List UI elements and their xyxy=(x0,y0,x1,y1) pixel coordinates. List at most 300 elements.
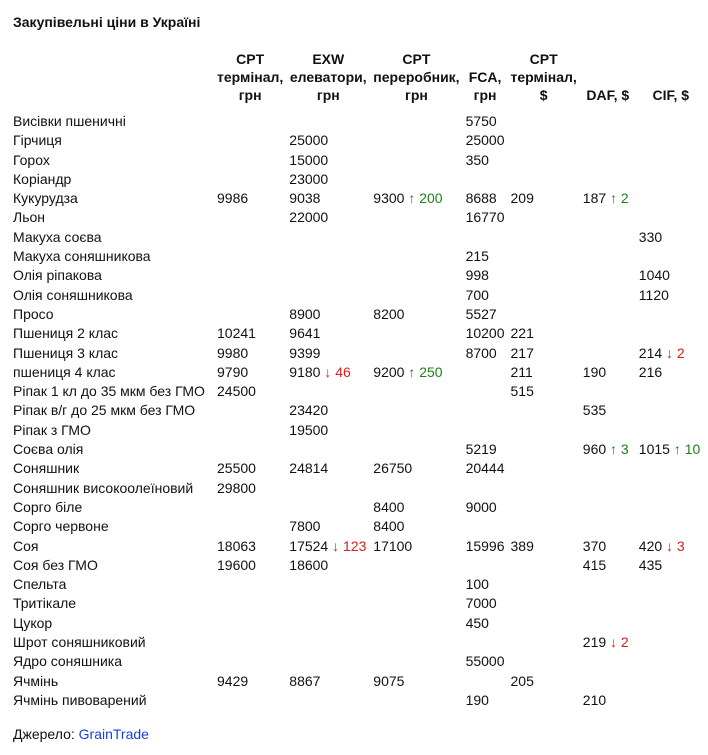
price-value: 219 xyxy=(582,634,611,651)
table-row xyxy=(10,672,706,691)
price-cell xyxy=(508,652,580,671)
price-cell xyxy=(580,170,636,189)
table-row xyxy=(10,479,706,498)
price-cell xyxy=(580,286,636,305)
price-cell xyxy=(580,324,636,343)
price-cell: 15996 xyxy=(465,537,505,554)
price-cell: 1120 xyxy=(638,286,669,303)
price-cell: 10241 xyxy=(217,325,256,342)
price-cell xyxy=(580,440,636,459)
table-row xyxy=(10,189,706,208)
page-title: Закупівельні ціни в Україні xyxy=(13,14,201,30)
price-cell xyxy=(508,112,580,131)
price-cell xyxy=(636,594,706,613)
price-cell xyxy=(580,228,636,247)
table-row xyxy=(10,691,706,710)
price-cell xyxy=(636,305,706,324)
commodity-name: Ячмінь xyxy=(13,672,59,689)
price-cell xyxy=(463,382,508,401)
price-cell xyxy=(286,382,370,401)
price-cell xyxy=(214,498,286,517)
price-cell: 5527 xyxy=(465,305,497,322)
price-cell: 8867 xyxy=(289,672,321,689)
price-cell: 23000 xyxy=(289,170,329,187)
price-cell xyxy=(463,401,508,420)
price-cell xyxy=(580,112,636,131)
commodity-name: Олія ріпакова xyxy=(13,267,102,284)
commodity-name: Кукурудза xyxy=(13,190,78,207)
commodity-name: Цукор xyxy=(13,614,53,631)
price-cell: 18063 xyxy=(217,537,256,554)
commodity-name: Горох xyxy=(13,151,50,168)
price-cell xyxy=(636,440,706,459)
commodity-name: Спельта xyxy=(13,576,67,593)
price-cell xyxy=(463,672,508,691)
price-cell xyxy=(508,633,580,652)
price-cell xyxy=(508,131,580,150)
price-cell: 535 xyxy=(582,402,607,419)
price-cell xyxy=(508,421,580,440)
price-cell xyxy=(286,614,370,633)
table-row xyxy=(10,324,706,343)
price-value: 17524 xyxy=(289,537,333,554)
table-row xyxy=(10,498,706,517)
price-value: 214 xyxy=(638,344,667,361)
price-cell xyxy=(370,382,462,401)
price-cell xyxy=(370,440,462,459)
price-cell xyxy=(580,672,636,691)
price-cell: 9399 xyxy=(289,344,321,361)
price-cell: 23420 xyxy=(289,402,329,419)
price-cell: 9000 xyxy=(465,498,497,515)
price-cell: 8688 xyxy=(465,190,497,207)
price-cell xyxy=(580,247,636,266)
price-cell: 216 xyxy=(638,363,663,380)
price-cell xyxy=(636,633,706,652)
price-cell xyxy=(508,266,580,285)
price-cell: 700 xyxy=(465,286,489,303)
price-cell xyxy=(508,228,580,247)
price-cell xyxy=(370,344,462,363)
price-cell xyxy=(214,401,286,420)
table-row xyxy=(10,459,706,478)
price-cell: 415 xyxy=(582,556,607,573)
price-cell xyxy=(370,594,462,613)
table-row xyxy=(10,401,706,420)
price-cell: 8700 xyxy=(465,344,497,361)
price-cell xyxy=(370,189,462,208)
source-link[interactable]: GrainTrade xyxy=(78,726,149,742)
price-cell xyxy=(286,498,370,517)
column-header: CPT переробник, грн xyxy=(373,51,460,103)
price-cell xyxy=(370,614,462,633)
table-row xyxy=(10,305,706,324)
price-cell xyxy=(580,266,636,285)
price-cell xyxy=(286,479,370,498)
price-cell xyxy=(580,633,636,652)
price-cell xyxy=(508,614,580,633)
price-cell xyxy=(370,633,462,652)
column-header: CPT термінал, $ xyxy=(510,51,577,103)
price-cell xyxy=(636,537,706,556)
commodity-name: Соя без ГМО xyxy=(13,556,98,573)
price-cell xyxy=(636,131,706,150)
column-header: CPT термінал, грн xyxy=(217,51,284,103)
price-cell: 20444 xyxy=(465,460,505,477)
price-cell: 18600 xyxy=(289,556,329,573)
price-cell xyxy=(286,575,370,594)
price-cell xyxy=(508,556,580,575)
price-cell xyxy=(286,228,370,247)
price-cell: 450 xyxy=(465,614,489,631)
price-cell xyxy=(508,170,580,189)
price-cell: 7000 xyxy=(465,595,497,612)
price-cell xyxy=(286,594,370,613)
commodity-name: Соєва олія xyxy=(13,441,84,458)
price-cell xyxy=(636,170,706,189)
price-value: 187 xyxy=(582,190,611,207)
price-cell xyxy=(508,594,580,613)
price-cell: 8900 xyxy=(289,305,321,322)
column-header: DAF, $ xyxy=(586,87,630,103)
price-cell: 22000 xyxy=(289,209,329,226)
price-cell xyxy=(214,151,286,170)
price-cell xyxy=(636,517,706,536)
price-change-down: ↓ 2 xyxy=(666,344,685,361)
price-cell xyxy=(214,633,286,652)
commodity-name: Тритікале xyxy=(13,595,77,612)
price-cell xyxy=(214,517,286,536)
price-cell: 9038 xyxy=(289,190,321,207)
price-cell xyxy=(214,652,286,671)
price-cell xyxy=(370,401,462,420)
price-cell: 190 xyxy=(465,691,489,708)
price-cell: 15000 xyxy=(289,151,329,168)
price-cell: 26750 xyxy=(373,460,413,477)
price-change-up: ↑ 3 xyxy=(610,441,629,458)
price-cell xyxy=(508,459,580,478)
price-cell xyxy=(636,498,706,517)
commodity-name: Пшениця 2 клас xyxy=(13,325,119,342)
price-cell xyxy=(214,286,286,305)
commodity-name: Соя xyxy=(13,537,39,554)
price-cell: 24814 xyxy=(289,460,329,477)
price-cell xyxy=(508,498,580,517)
price-cell xyxy=(580,189,636,208)
price-cell xyxy=(580,459,636,478)
price-cell: 5219 xyxy=(465,441,497,458)
price-cell xyxy=(463,633,508,652)
commodity-name: Ріпак 1 кл до 35 мкм без ГМО xyxy=(13,383,205,400)
commodity-name: Макуха соєва xyxy=(13,228,102,245)
price-cell xyxy=(214,170,286,189)
price-cell xyxy=(370,556,462,575)
price-cell xyxy=(580,151,636,170)
price-cell: 9429 xyxy=(217,672,249,689)
commodity-name: Сорго червоне xyxy=(13,518,109,535)
price-cell xyxy=(508,517,580,536)
price-cell: 17100 xyxy=(373,537,413,554)
price-cell xyxy=(508,691,580,710)
price-cell xyxy=(636,421,706,440)
price-cell xyxy=(286,247,370,266)
table-row xyxy=(10,112,706,131)
price-cell: 210 xyxy=(582,691,607,708)
table-row xyxy=(10,344,706,363)
price-cell: 8200 xyxy=(373,305,405,322)
price-cell xyxy=(580,594,636,613)
price-cell xyxy=(214,575,286,594)
commodity-name: Гірчиця xyxy=(13,132,62,149)
price-cell xyxy=(508,575,580,594)
table-row xyxy=(10,652,706,671)
price-cell xyxy=(370,575,462,594)
price-cell xyxy=(508,151,580,170)
table-row xyxy=(10,170,706,189)
price-cell xyxy=(370,131,462,150)
price-cell xyxy=(370,421,462,440)
price-change-down: ↓ 2 xyxy=(610,634,629,651)
price-value: 420 xyxy=(638,537,667,554)
commodity-name: Соняшник xyxy=(13,460,80,477)
price-cell xyxy=(463,228,508,247)
table-row xyxy=(10,537,706,556)
price-cell xyxy=(370,363,462,382)
table-row xyxy=(10,421,706,440)
price-cell: 515 xyxy=(510,383,534,400)
price-cell xyxy=(214,594,286,613)
price-cell xyxy=(463,363,508,382)
table-row xyxy=(10,575,706,594)
price-cell: 19600 xyxy=(217,556,256,573)
price-cell xyxy=(286,633,370,652)
price-cell xyxy=(286,537,370,556)
price-cell xyxy=(214,440,286,459)
price-cell: 16770 xyxy=(465,209,505,226)
price-value: 9300 xyxy=(373,190,409,207)
commodity-name: Шрот соняшниковий xyxy=(13,634,146,651)
price-cell xyxy=(508,479,580,498)
price-cell xyxy=(580,382,636,401)
commodity-name: пшениця 4 клас xyxy=(13,363,116,380)
table-row xyxy=(10,247,706,266)
price-cell xyxy=(636,247,706,266)
price-cell xyxy=(580,344,636,363)
price-cell xyxy=(580,498,636,517)
commodity-name: Коріандр xyxy=(13,170,72,187)
price-cell: 55000 xyxy=(465,653,505,670)
price-cell xyxy=(286,363,370,382)
commodity-name: Ріпак з ГМО xyxy=(13,421,91,438)
price-cell xyxy=(580,614,636,633)
price-cell xyxy=(580,305,636,324)
price-cell xyxy=(580,421,636,440)
price-cell: 25500 xyxy=(217,460,256,477)
price-cell xyxy=(636,344,706,363)
price-cell xyxy=(580,479,636,498)
commodity-name: Пшениця 3 клас xyxy=(13,344,119,361)
price-cell xyxy=(463,517,508,536)
price-cell xyxy=(508,305,580,324)
price-cell: 350 xyxy=(465,151,489,168)
table-row xyxy=(10,208,706,227)
table-row xyxy=(10,633,706,652)
commodity-name: Висівки пшеничні xyxy=(13,113,126,129)
price-cell xyxy=(286,440,370,459)
price-cell xyxy=(286,112,370,131)
price-cell xyxy=(463,170,508,189)
commodity-name: Макуха соняшникова xyxy=(13,248,151,265)
price-cell: 435 xyxy=(638,556,663,573)
price-cell: 19500 xyxy=(289,421,329,438)
table-row xyxy=(10,228,706,247)
commodity-name: Льон xyxy=(13,209,45,226)
price-cell xyxy=(636,324,706,343)
table-row xyxy=(10,363,706,382)
price-cell xyxy=(636,189,706,208)
commodity-name: Сорго біле xyxy=(13,498,83,515)
table-row xyxy=(10,266,706,285)
price-cell xyxy=(580,208,636,227)
price-cell: 9641 xyxy=(289,325,321,342)
price-cell xyxy=(370,652,462,671)
price-cell xyxy=(214,247,286,266)
price-cell xyxy=(214,691,286,710)
commodity-name: Ячмінь пивоварений xyxy=(13,691,147,708)
price-cell xyxy=(463,421,508,440)
price-cell: 8400 xyxy=(373,498,405,515)
price-cell xyxy=(286,286,370,305)
price-cell xyxy=(370,324,462,343)
price-cell: 217 xyxy=(510,344,534,361)
price-cell xyxy=(214,112,286,131)
price-cell xyxy=(370,286,462,305)
price-cell xyxy=(636,112,706,131)
price-cell xyxy=(214,131,286,150)
table-row xyxy=(10,517,706,536)
price-cell xyxy=(636,401,706,420)
price-value: 1015 xyxy=(638,441,674,458)
price-change-up: ↑ 250 xyxy=(408,363,443,380)
price-cell xyxy=(636,459,706,478)
price-cell: 7800 xyxy=(289,518,321,535)
commodity-name: Ядро соняшника xyxy=(13,653,122,670)
price-cell xyxy=(636,614,706,633)
price-cell: 330 xyxy=(638,228,663,245)
price-cell xyxy=(508,440,580,459)
table-header-row xyxy=(10,50,706,112)
price-cell: 221 xyxy=(510,325,534,342)
table-row xyxy=(10,151,706,170)
price-cell xyxy=(370,479,462,498)
price-cell xyxy=(463,479,508,498)
price-cell xyxy=(636,208,706,227)
price-cell xyxy=(636,575,706,594)
price-cell xyxy=(214,266,286,285)
price-cell xyxy=(370,247,462,266)
price-cell xyxy=(508,247,580,266)
price-cell xyxy=(370,691,462,710)
price-cell xyxy=(508,401,580,420)
price-cell xyxy=(370,208,462,227)
price-cell xyxy=(214,421,286,440)
price-cell: 25000 xyxy=(465,132,505,149)
column-header: CIF, $ xyxy=(652,87,690,103)
price-cell: 9986 xyxy=(217,190,249,207)
price-change-down: ↓ 3 xyxy=(666,537,685,554)
price-cell: 370 xyxy=(582,537,607,554)
price-cell xyxy=(636,652,706,671)
price-cell xyxy=(636,691,706,710)
price-cell: 211 xyxy=(510,363,533,380)
table-row xyxy=(10,440,706,459)
price-cell xyxy=(286,691,370,710)
price-change-up: ↑ 10 xyxy=(673,441,701,458)
price-cell: 24500 xyxy=(217,383,256,400)
price-change-down: ↓ 46 xyxy=(324,363,351,380)
price-cell: 209 xyxy=(510,190,534,207)
price-cell xyxy=(580,131,636,150)
price-change-down: ↓ 123 xyxy=(332,537,367,554)
table-row xyxy=(10,556,706,575)
table-row xyxy=(10,614,706,633)
table-row xyxy=(10,131,706,150)
price-cell xyxy=(636,672,706,691)
price-cell: 1040 xyxy=(638,267,670,284)
price-cell xyxy=(370,151,462,170)
price-cell xyxy=(214,228,286,247)
price-cell xyxy=(286,266,370,285)
table-row xyxy=(10,286,706,305)
column-header: FCA, грн xyxy=(468,69,502,103)
price-cell: 205 xyxy=(510,672,534,689)
price-cell xyxy=(214,208,286,227)
price-cell: 215 xyxy=(465,248,489,265)
price-cell: 9790 xyxy=(217,363,249,380)
price-cell: 5750 xyxy=(465,113,497,129)
price-cell xyxy=(508,208,580,227)
price-cell xyxy=(214,305,286,324)
price-cell xyxy=(370,112,462,131)
price-cell: 190 xyxy=(582,363,607,380)
commodity-name: Соняшник високоолеїновий xyxy=(13,479,194,496)
price-cell xyxy=(370,228,462,247)
price-cell xyxy=(214,614,286,633)
price-cell xyxy=(370,170,462,189)
commodity-name: Ріпак в/г до 25 мкм без ГМО xyxy=(13,402,196,419)
price-change-up: ↑ 200 xyxy=(408,190,443,207)
price-value: 960 xyxy=(582,441,611,458)
column-header: EXW елеватори, грн xyxy=(289,51,367,103)
table-body xyxy=(10,112,706,710)
price-cell: 9075 xyxy=(373,672,405,689)
price-cell xyxy=(580,575,636,594)
price-cell xyxy=(636,151,706,170)
price-cell: 8400 xyxy=(373,518,405,535)
table-row xyxy=(10,594,706,613)
price-value: 9180 xyxy=(289,363,325,380)
price-cell: 29800 xyxy=(217,479,256,496)
source-line xyxy=(13,726,149,742)
price-cell xyxy=(463,556,508,575)
price-cell: 10200 xyxy=(465,325,505,342)
source-label: Джерело: xyxy=(13,726,75,742)
price-cell: 100 xyxy=(465,576,489,593)
commodity-name: Просо xyxy=(13,305,54,322)
price-value: 9200 xyxy=(373,363,409,380)
table-row xyxy=(10,382,706,401)
price-cell xyxy=(636,382,706,401)
